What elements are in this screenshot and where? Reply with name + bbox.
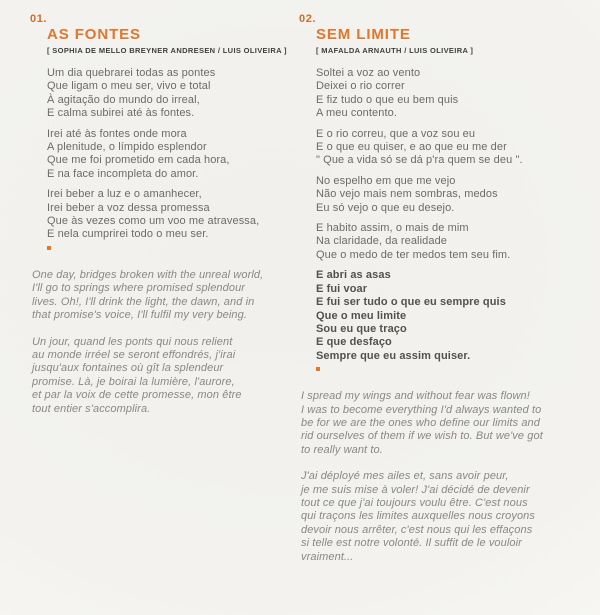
lyric-line: tout ce que j'ai toujours voulu être. C'est nous	[301, 496, 528, 509]
lyric-line: A plenitude, o límpido esplendor	[47, 141, 207, 154]
lyric-line: I spread my wings and without fear was flown!	[301, 390, 530, 403]
lyric-line: jusqu'aux fontaines où gît la splendeur	[32, 362, 224, 375]
track-credits: [ SOPHIA DE MELLO BREYNER ANDRESEN / LUIS OLIVEIRA ]	[47, 46, 287, 55]
lyric-line: E habito assim, o mais de mim	[316, 222, 469, 235]
lyrics-original	[47, 67, 288, 242]
section-end-bullet-icon	[316, 367, 320, 371]
stanza	[316, 222, 587, 262]
lyric-line: J'ai déployé mes ailes et, sans avoir peur,	[301, 470, 509, 483]
lyric-line: Que o meu limite	[316, 309, 407, 322]
track-02-column	[299, 13, 587, 577]
lyric-line: E que desfaço	[316, 336, 392, 349]
translation-block	[32, 336, 288, 416]
lyrics-translations	[301, 390, 587, 564]
lyric-line: E fui ser tudo o que eu sempre quis	[316, 296, 506, 309]
stanza	[47, 188, 288, 242]
lyric-line: vraiment...	[301, 550, 354, 563]
lyrics-original	[316, 67, 587, 363]
lyric-line: Eu só vejo o que eu desejo.	[316, 201, 455, 214]
section-end-bullet-icon	[47, 246, 51, 250]
lyric-line: E fui voar	[316, 282, 368, 295]
lyric-line: to really want to.	[301, 443, 383, 456]
lyric-line: je me suis mise à voler! J'ai décidé de devenir	[301, 483, 530, 496]
lyric-line: E nela cumprirei todo o meu ser.	[47, 228, 209, 241]
lyric-line: Irei beber a voz dessa promessa	[47, 201, 210, 214]
track-title: SEM LIMITE	[316, 26, 411, 43]
lyric-line: that promise's voice, I'll fulfil my very being.	[32, 309, 248, 322]
lyric-line: Sou eu que traço	[316, 322, 407, 335]
lyric-line: Não vejo mais nem sombras, medos	[316, 188, 498, 201]
lyric-line: E o rio correu, que a voz sou eu	[316, 127, 476, 140]
lyric-line: Irei até às fontes onde mora	[47, 127, 187, 140]
lyric-line: Deixei o rio correr	[316, 80, 405, 93]
lyric-line: au monde irréel se seront effondrés, j'irai	[32, 348, 236, 361]
stanza	[316, 269, 587, 363]
translation-block	[301, 470, 587, 564]
stanza	[316, 128, 587, 168]
lyric-line: One day, bridges broken with the unreal world,	[32, 268, 264, 281]
stanza	[47, 67, 288, 121]
stanza	[316, 67, 587, 121]
lyric-line: promise. Là, je boirai la lumière, l'aurore,	[32, 375, 235, 388]
lyric-line: À agitação do mundo do irreal,	[47, 93, 200, 106]
translation-block	[32, 269, 288, 323]
lyric-line: E o que eu quiser, e ao que eu me der	[316, 141, 507, 154]
lyric-line: I was to become everything I'd always wanted to	[301, 403, 542, 416]
stanza	[316, 175, 587, 215]
lyric-line: " Que a vida só se dá p'ra quem se deu ".	[316, 154, 523, 167]
track-number: 01.	[30, 13, 48, 25]
lyric-line: Que ligam o meu ser, vivo e total	[47, 80, 211, 93]
lyric-line: E na face incompleta do amor.	[47, 167, 199, 180]
track-title: AS FONTES	[47, 26, 141, 43]
lyric-line: Sempre que eu assim quiser.	[316, 349, 471, 362]
lyric-line: lives. Oh!, I'll drink the light, the dawn, and in	[32, 295, 255, 308]
lyric-line: E calma subirei até às fontes.	[47, 107, 195, 120]
translation-block	[301, 390, 587, 457]
lyric-line: Na claridade, da realidade	[316, 235, 448, 248]
lyric-line: Irei beber a luz e o amanhecer,	[47, 188, 202, 201]
lyric-line: Soltei a voz ao vento	[316, 67, 421, 79]
lyric-line: E abri as asas	[316, 269, 391, 282]
lyric-line: Um dia quebrarei todas as pontes	[47, 67, 216, 79]
track-01-column	[30, 13, 288, 429]
lyric-line: No espelho em que me vejo	[316, 174, 456, 187]
lyric-line: I'll go to springs where promised splendour	[32, 282, 246, 295]
lyric-line: Que me foi prometido em cada hora,	[47, 154, 230, 167]
lyric-line: tout entier s'accomplira.	[32, 402, 151, 415]
stanza	[47, 128, 288, 182]
lyric-line: si telle est notre volonté. Il suffit de le vouloir	[301, 537, 522, 550]
lyric-line: be for we are the ones who define our limits and	[301, 416, 540, 429]
lyric-line: et par la voix de cette promesse, mon être	[32, 389, 242, 402]
lyric-line: A meu contento.	[316, 107, 397, 120]
track-credits: [ MAFALDA ARNAUTH / LUIS OLIVEIRA ]	[316, 46, 474, 55]
lyric-line: devoir nous arrêter, c'est nous qui les effaçons	[301, 523, 533, 536]
lyric-line: rid ourselves of them if we wish to. But we've got	[301, 430, 543, 443]
lyric-line: E fiz tudo o que eu bem quis	[316, 93, 459, 106]
lyric-line: qui traçons les limites auxquelles nous croyons	[301, 510, 535, 523]
lyric-line: Que às vezes como um voo me atravessa,	[47, 215, 260, 228]
lyric-line: Un jour, quand les ponts qui nous relient	[32, 335, 233, 348]
track-number: 02.	[299, 13, 317, 25]
lyrics-translations	[32, 269, 288, 416]
lyric-line: Que o medo de ter medos tem seu fim.	[316, 248, 511, 261]
